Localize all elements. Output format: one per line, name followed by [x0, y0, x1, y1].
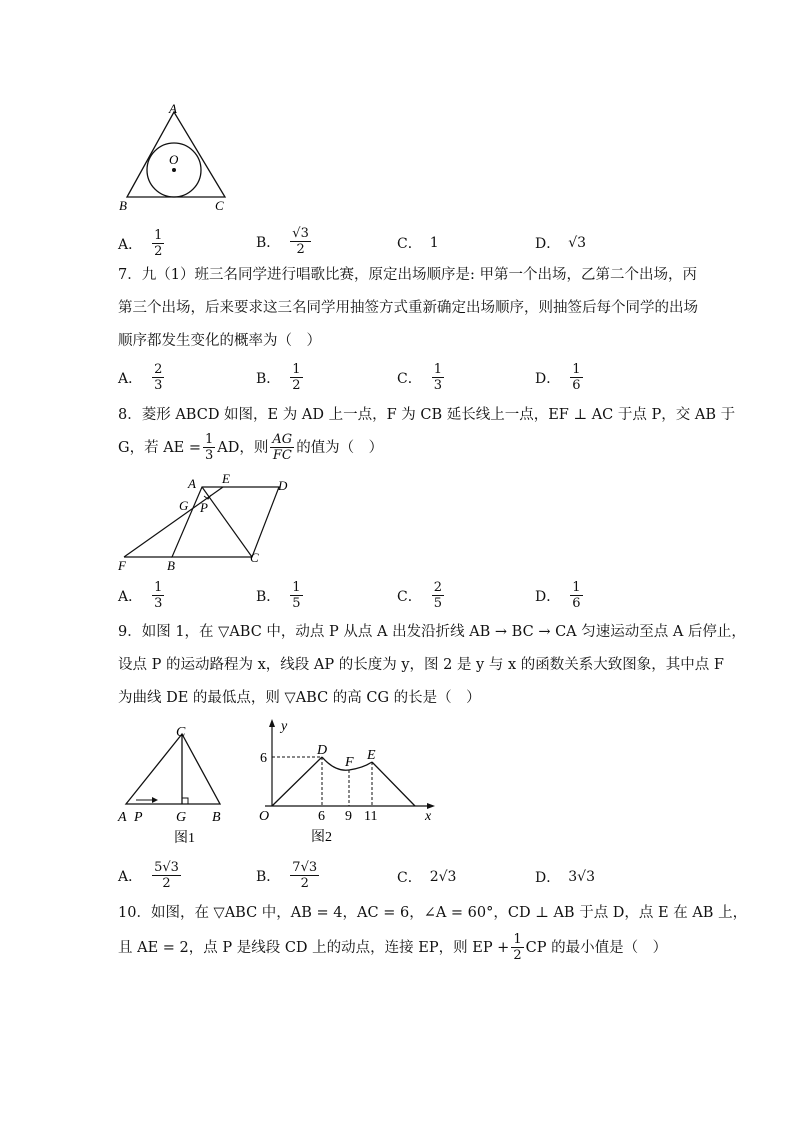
- label-p: P: [200, 500, 208, 515]
- q7-line-3: 顺序都发生变化的概率为（ ）: [118, 333, 321, 349]
- label-d: D: [278, 478, 288, 493]
- q7-option-c[interactable]: C． $\frac{1}{3}$: [397, 362, 442, 393]
- q6-figure: [115, 100, 235, 215]
- line-e-end: [372, 762, 415, 806]
- q9-option-c[interactable]: C． 2√3: [397, 869, 457, 886]
- q9-figure-1: [112, 722, 232, 847]
- q8-option-b[interactable]: B． $\frac{1}{5}$: [256, 580, 301, 611]
- q6-option-a[interactable]: A． $\frac{1}{2}$: [118, 228, 163, 259]
- label-x: x: [425, 809, 432, 824]
- label-b: B: [119, 198, 127, 213]
- label-c: C: [250, 550, 259, 565]
- label-e: E: [222, 471, 230, 486]
- q10-line-2: 且 AE = 2，点 P 是线段 CD 上的动点，连接 EP，则 EP + $\frac{1}{2}$ CP 的最小值是（ ）: [118, 932, 668, 963]
- q9-figure-2: [255, 714, 445, 849]
- q6-option-b[interactable]: B． $\frac{√3}{2}$: [256, 226, 309, 257]
- label-f: F: [118, 558, 126, 573]
- label-e: E: [367, 748, 376, 763]
- q8-option-a[interactable]: A． $\frac{1}{3}$: [118, 580, 163, 611]
- right-angle-mark: [182, 798, 188, 804]
- label-a: A: [118, 810, 127, 825]
- q6-option-d[interactable]: D． √3: [535, 235, 587, 252]
- q10-line-1: 10．如图，在 ▽ABC 中，AB = 4，AC = 6，∠A = 60°，CD ⊥ AB 于点 D，点 E 在 AB 上，: [118, 905, 748, 921]
- center-dot: [172, 168, 176, 172]
- q8-figure: [112, 470, 312, 575]
- q9-line-1: 9．如图 1，在 ▽ABC 中，动点 P 从点 A 出发沿折线 AB → BC → CA 匀速运动至点 A 后停止，: [118, 624, 746, 640]
- graph-curve: [272, 757, 322, 806]
- arrow-head: [152, 797, 158, 803]
- triangle-abc: [126, 734, 220, 804]
- q7-option-d[interactable]: D． $\frac{1}{6}$: [535, 362, 581, 393]
- label-p: P: [134, 810, 143, 825]
- q8-line-2: G，若 AE = $\frac{1}{3}$ AD，则 $\frac{AG}{FC}$ 的值为（ ）: [118, 432, 384, 463]
- line-fe: [124, 487, 223, 557]
- q8-option-d[interactable]: D． $\frac{1}{6}$: [535, 580, 581, 611]
- label-a: A: [169, 101, 177, 116]
- label-b: B: [212, 810, 221, 825]
- label-o: O: [169, 152, 179, 167]
- q9-option-b[interactable]: B． $\frac{7√3}{2}$: [256, 860, 318, 891]
- q7-line-2: 第三个出场，后来要求这三名同学用抽签方式重新确定出场顺序，则抽签后每个同学的出场: [118, 300, 698, 316]
- q9-option-a[interactable]: A． $\frac{5√3}{2}$: [118, 860, 179, 891]
- label-y: y: [281, 719, 288, 734]
- q9-option-d[interactable]: D． 3√3: [535, 869, 595, 886]
- q6-option-c[interactable]: C． 1: [397, 235, 439, 252]
- q7-option-a[interactable]: A． $\frac{2}{3}$: [118, 362, 163, 393]
- label-x6: 6: [318, 809, 325, 824]
- caption-figure-1: 图1: [174, 831, 195, 846]
- label-d: D: [317, 743, 328, 758]
- label-g: G: [179, 498, 189, 513]
- label-f: F: [345, 755, 354, 770]
- y-axis-arrow: [269, 719, 275, 727]
- q8-option-c[interactable]: C． $\frac{2}{5}$: [397, 580, 442, 611]
- label-o: O: [259, 809, 270, 824]
- label-x11: 11: [364, 809, 378, 824]
- label-c: C: [176, 725, 186, 740]
- label-g: G: [176, 810, 187, 825]
- q7-line-1: 7．九（1）班三名同学进行唱歌比赛，原定出场顺序是: 甲第一个出场，乙第二个出场，丙: [118, 267, 697, 283]
- label-x9: 9: [345, 809, 352, 824]
- caption-figure-2: 图2: [311, 830, 332, 845]
- q9-line-2: 设点 P 的运动路程为 x，线段 AP 的长度为 y，图 2 是 y 与 x 的函数关系大致图象，其中点 F: [118, 657, 724, 673]
- label-b: B: [167, 558, 175, 573]
- label-c: C: [215, 198, 224, 213]
- label-a: A: [188, 476, 196, 491]
- label-six-y: 6: [260, 751, 267, 766]
- q8-line-1: 8．菱形 ABCD 如图，E 为 AD 上一点，F 为 CB 延长线上一点，EF ⊥ AC 于点 P，交 AB 于: [118, 407, 736, 423]
- q9-line-3: 为曲线 DE 的最低点，则 ▽ABC 的高 CG 的长是（ ）: [118, 690, 481, 706]
- q7-option-b[interactable]: B． $\frac{1}{2}$: [256, 362, 301, 393]
